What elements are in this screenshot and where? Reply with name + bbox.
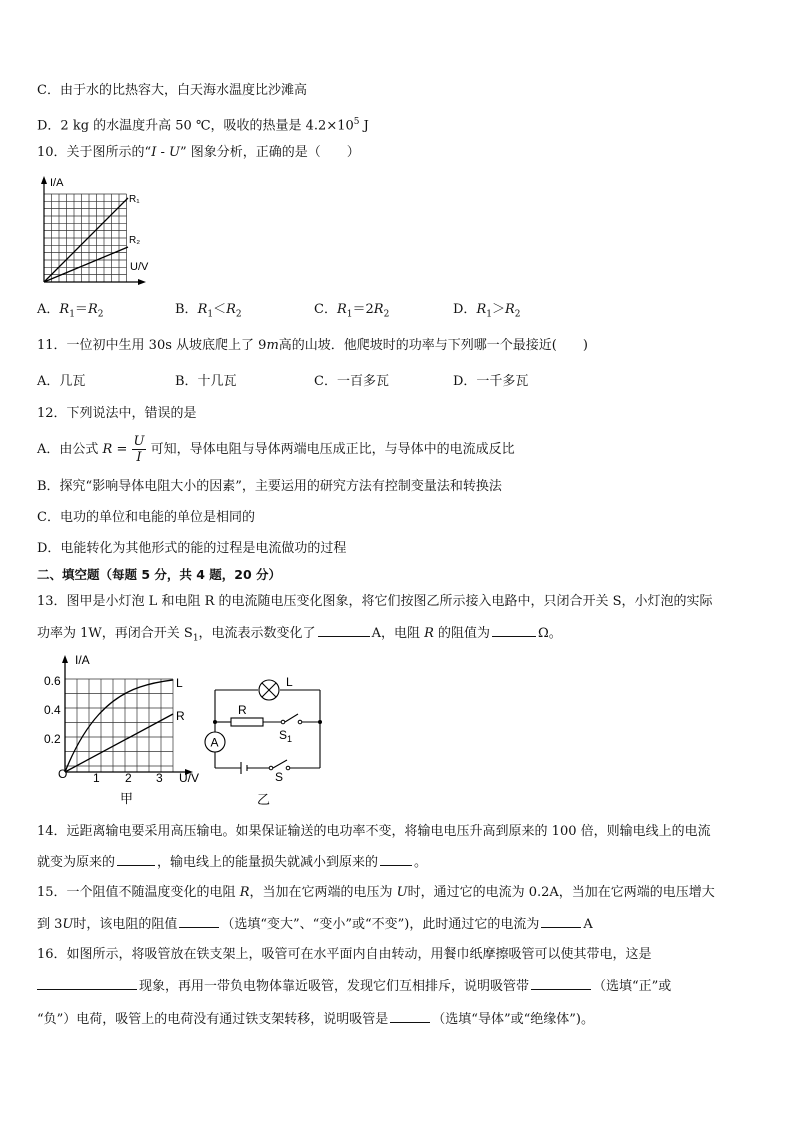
q15-line1: 15．一个阻值不随温度变化的电阻 R，当加在它两端的电压为 U时，通过它的电流为 0.2A，当加在它两端的电压增大	[37, 885, 715, 900]
q16-blank-material[interactable]	[390, 1010, 430, 1023]
q10-option-b: B．$R_1<R_2$	[175, 302, 242, 320]
q11-stem: 11．一位初中生用 30s 从坡底爬上了 9m高的山坡．他爬坡时的功率与下列哪一个最接近( )	[37, 338, 588, 353]
q15-line2: 到 3U时，该电阻的阻值 （选填“变大”、“变小”或“不变”)，此时通过它的电流为 A	[37, 917, 593, 932]
q15-blank-current[interactable]	[541, 915, 581, 928]
q13-circuit-res-label: R	[238, 703, 247, 717]
q13-graph-ytick: 0.2	[44, 732, 61, 746]
q13-circuit-s1-label: $S_1$	[279, 728, 293, 744]
q13-blank-resistance[interactable]	[492, 624, 536, 637]
q12-stem: 12．下列说法中，错误的是	[37, 406, 197, 421]
q16-line1: 16．如图所示，将吸管放在铁支架上，吸管可在水平面内自由转动，用餐巾纸摩擦吸管可以使其带电，这是	[37, 947, 652, 962]
q10-option-d: D．$R_1>R_2$	[453, 302, 521, 320]
q13-circuit-lamp-label: L	[286, 675, 293, 689]
q11-option-d: D．一千多瓦	[453, 374, 529, 389]
q13-graph-xtick: 3	[156, 771, 163, 785]
formula-fraction: $\frac{U}{I}$	[133, 434, 145, 465]
q13-circuit-s-label: S	[275, 770, 284, 784]
q10-option-a: A．$R_1=R_2$	[37, 302, 104, 320]
q13-graph-res-label: R	[176, 709, 185, 723]
q10-graph-r1-label: R₁	[129, 194, 140, 205]
q10-graph-ylabel: I/A	[50, 177, 64, 189]
q12-option-a: A．由公式 R = $\frac{U}{I}$ 可知，导体电阻与导体两端电压成正比，与导体中的电流成反比	[37, 434, 515, 465]
q12-option-b: B．探究“影响导体电阻大小的因素”，主要运用的研究方法有控制变量法和转换法	[37, 479, 502, 494]
q14-line2: 就变为原来的 ，输电线上的能量损失就减小到原来的 。	[37, 855, 428, 870]
q13-circuit-yi	[203, 668, 333, 810]
q13-graph-ytick: 0.6	[44, 674, 61, 688]
q13-line1: 13．图甲是小灯泡 L 和电阻 R 的电流随电压变化图象，将它们按图乙所示接入电路中，只闭合开关 S，小灯泡的实际	[37, 594, 713, 609]
q10-iu-graph	[30, 172, 170, 290]
q13-graph-origin: O	[58, 767, 68, 781]
q13-circuit-caption: 乙	[257, 792, 271, 807]
q13-graph-ylabel: I/A	[75, 653, 90, 667]
q12-option-c: C．电功的单位和电能的单位是相同的	[37, 510, 255, 525]
q10-stem: 10．关于图所示的“I - U” 图象分析，正确的是（ ）	[37, 145, 360, 160]
q16-line3: “负”）电荷，吸管上的电荷没有通过铁支架转移，说明吸管是 （选填“导体”或“绝缘体”)。	[37, 1012, 594, 1027]
q13-circuit-ammeter-label: A	[210, 735, 219, 750]
q14-line1: 14．远距离输电要采用高压输电。如果保证输送的电功率不变，将输电电压升高到原来的 100 倍，则输电线上的电流	[37, 824, 711, 839]
q15-blank-resistance[interactable]	[179, 915, 219, 928]
q11-option-b: B．十几瓦	[175, 374, 237, 389]
q13-line2: 功率为 1W，再闭合开关 $S_1$，电流表示数变化了 A，电阻 R 的阻值为 Ω。	[37, 626, 562, 644]
q13-graph-jia	[40, 652, 215, 812]
q13-graph-caption: 甲	[120, 791, 134, 806]
q13-graph-xtick: 2	[125, 771, 132, 785]
q16-blank-charge[interactable]	[531, 977, 591, 990]
q16-line2: 现象，再用一带负电物体靠近吸管，发现它们互相排斥，说明吸管带 （选填“正”或	[37, 977, 671, 996]
q13-graph-xtick: 1	[93, 771, 100, 785]
q13-graph-lamp-label: L	[176, 676, 183, 690]
q11-option-a: A．几瓦	[37, 374, 86, 389]
q12-option-d: D．电能转化为其他形式的能的过程是电流做功的过程	[37, 541, 347, 556]
q9-option-c: C．由于水的比热容大，白天海水温度比沙滩高	[37, 83, 307, 98]
q14-blank-current[interactable]	[117, 853, 155, 866]
q13-graph-ytick: 0.4	[44, 703, 61, 717]
q10-graph-xlabel: U/V	[130, 261, 149, 273]
q10-option-c: C．$R_1=2R_2$	[314, 302, 390, 320]
q14-blank-loss[interactable]	[380, 853, 412, 866]
section-2-heading: 二、填空题（每题 5 分，共 4 题，20 分）	[37, 567, 282, 582]
q11-option-c: C．一百多瓦	[314, 374, 389, 389]
q13-blank-current[interactable]	[318, 624, 370, 637]
q16-blank-phenomenon[interactable]	[37, 977, 137, 990]
q9-option-d: D．2 kg 的水温度升高 50 ℃，吸收的热量是 $4.2\times 10^5$ J	[37, 117, 369, 134]
q13-graph-xlabel: U/V	[179, 771, 200, 785]
q10-graph-r2-label: R₂	[129, 235, 141, 246]
